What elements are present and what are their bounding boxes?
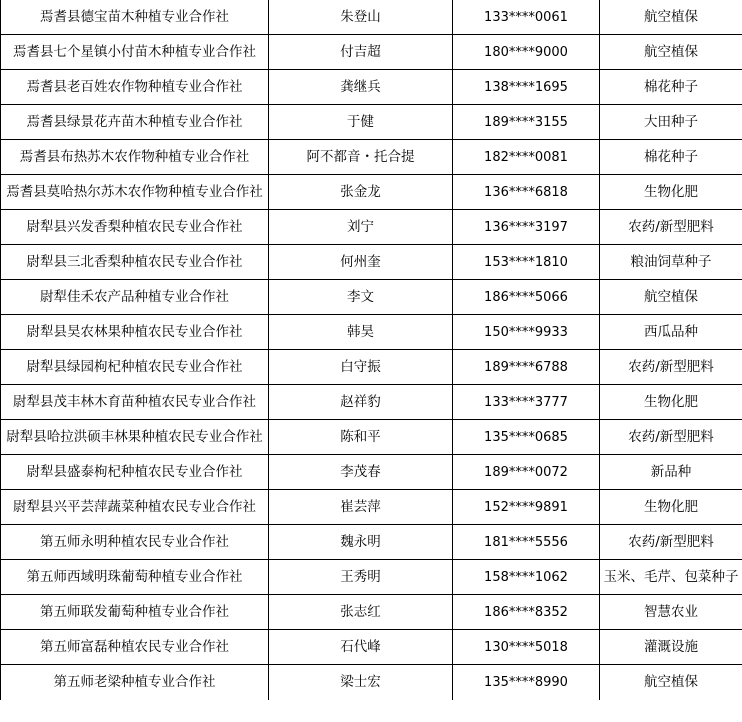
contact-person-cell: 张志红	[269, 595, 453, 630]
cooperative-name-cell: 焉耆县老百姓农作物种植专业合作社	[1, 70, 269, 105]
phone-number-cell: 133****3777	[453, 385, 600, 420]
table-row	[1, 525, 742, 560]
service-item-cell: 航空植保	[600, 665, 742, 700]
contact-person-cell: 陈和平	[269, 420, 453, 455]
contact-person-cell: 赵祥豹	[269, 385, 453, 420]
contact-person-cell: 于健	[269, 105, 453, 140]
service-item-cell: 新品种	[600, 455, 742, 490]
service-item-cell: 大田种子	[600, 105, 742, 140]
phone-number-cell: 158****1062	[453, 560, 600, 595]
cooperative-name-cell: 尉犁县哈拉洪硕丰林果种植农民专业合作社	[1, 420, 269, 455]
cooperative-name-cell: 尉犁县茂丰林木育苗种植农民专业合作社	[1, 385, 269, 420]
cooperative-name-cell: 焉耆县莫哈热尔苏木农作物种植专业合作社	[1, 175, 269, 210]
contact-person-cell: 李茂春	[269, 455, 453, 490]
table-row	[1, 140, 742, 175]
cooperative-name-cell: 尉犁县三北香梨种植农民专业合作社	[1, 245, 269, 280]
phone-number-cell: 180****9000	[453, 35, 600, 70]
phone-number-cell: 189****6788	[453, 350, 600, 385]
service-item-cell: 棉花种子	[600, 70, 742, 105]
table-row	[1, 350, 742, 385]
contact-person-cell: 白守振	[269, 350, 453, 385]
table-row	[1, 245, 742, 280]
cooperative-name-cell: 尉犁县兴平芸萍蔬菜种植农民专业合作社	[1, 490, 269, 525]
table-row	[1, 420, 742, 455]
phone-number-cell: 138****1695	[453, 70, 600, 105]
service-item-cell: 生物化肥	[600, 175, 742, 210]
phone-number-cell: 182****0081	[453, 140, 600, 175]
service-item-cell: 生物化肥	[600, 385, 742, 420]
service-item-cell: 航空植保	[600, 0, 742, 35]
phone-number-cell: 130****5018	[453, 630, 600, 665]
service-item-cell: 航空植保	[600, 280, 742, 315]
phone-number-cell: 186****5066	[453, 280, 600, 315]
contact-person-cell: 龚继兵	[269, 70, 453, 105]
phone-number-cell: 135****0685	[453, 420, 600, 455]
phone-number-cell: 189****0072	[453, 455, 600, 490]
phone-number-cell: 150****9933	[453, 315, 600, 350]
cooperative-name-cell: 第五师永明种植农民专业合作社	[1, 525, 269, 560]
contact-person-cell: 韩昊	[269, 315, 453, 350]
service-item-cell: 农药/新型肥料	[600, 525, 742, 560]
cooperative-name-cell: 焉耆县七个星镇小付苗木种植专业合作社	[1, 35, 269, 70]
cooperative-name-cell: 尉犁县盛泰枸杞种植农民专业合作社	[1, 455, 269, 490]
service-item-cell: 农药/新型肥料	[600, 350, 742, 385]
phone-number-cell: 135****8990	[453, 665, 600, 700]
service-item-cell: 棉花种子	[600, 140, 742, 175]
table-row	[1, 105, 742, 140]
table-row	[1, 385, 742, 420]
service-item-cell: 灌溉设施	[600, 630, 742, 665]
service-item-cell: 粮油饲草种子	[600, 245, 742, 280]
phone-number-cell: 136****6818	[453, 175, 600, 210]
cooperative-name-cell: 第五师联发葡萄种植专业合作社	[1, 595, 269, 630]
phone-number-cell: 133****0061	[453, 0, 600, 35]
table-row	[1, 210, 742, 245]
contact-person-cell: 李文	[269, 280, 453, 315]
cooperative-name-cell: 焉耆县布热苏木农作物种植专业合作社	[1, 140, 269, 175]
phone-number-cell: 136****3197	[453, 210, 600, 245]
cooperative-name-cell: 尉犁县兴发香梨种植农民专业合作社	[1, 210, 269, 245]
phone-number-cell: 152****9891	[453, 490, 600, 525]
table-row	[1, 665, 742, 700]
table-row	[1, 630, 742, 665]
contact-person-cell: 王秀明	[269, 560, 453, 595]
table-row	[1, 315, 742, 350]
cooperative-name-cell: 尉犁佳禾农产品种植专业合作社	[1, 280, 269, 315]
cooperative-name-cell: 焉耆县绿景花卉苗木种植专业合作社	[1, 105, 269, 140]
service-item-cell: 农药/新型肥料	[600, 210, 742, 245]
cooperative-name-cell: 尉犁县绿园枸杞种植农民专业合作社	[1, 350, 269, 385]
contact-person-cell: 梁士宏	[269, 665, 453, 700]
cooperative-name-cell: 第五师富磊种植农民专业合作社	[1, 630, 269, 665]
contact-person-cell: 魏永明	[269, 525, 453, 560]
cooperative-name-cell: 焉耆县德宝苗木种植专业合作社	[1, 0, 269, 35]
table-body	[1, 0, 742, 700]
cooperative-name-cell: 尉犁县昊农林果种植农民专业合作社	[1, 315, 269, 350]
table-row	[1, 70, 742, 105]
phone-number-cell: 189****3155	[453, 105, 600, 140]
service-item-cell: 西瓜品种	[600, 315, 742, 350]
table-row	[1, 35, 742, 70]
table-row	[1, 560, 742, 595]
contact-person-cell: 阿不都音・托合提	[269, 140, 453, 175]
cooperative-name-cell: 第五师西域明珠葡萄种植专业合作社	[1, 560, 269, 595]
service-item-cell: 生物化肥	[600, 490, 742, 525]
table-row	[1, 280, 742, 315]
contact-person-cell: 张金龙	[269, 175, 453, 210]
service-item-cell: 农药/新型肥料	[600, 420, 742, 455]
contact-person-cell: 何州奎	[269, 245, 453, 280]
contact-person-cell: 付吉超	[269, 35, 453, 70]
cooperative-name-cell: 第五师老梁种植专业合作社	[1, 665, 269, 700]
phone-number-cell: 153****1810	[453, 245, 600, 280]
contact-person-cell: 石代峰	[269, 630, 453, 665]
table-row	[1, 490, 742, 525]
table-row	[1, 0, 742, 35]
contact-person-cell: 朱登山	[269, 0, 453, 35]
service-item-cell: 智慧农业	[600, 595, 742, 630]
service-item-cell: 玉米、毛芹、包菜种子	[600, 560, 742, 595]
table-row	[1, 455, 742, 490]
phone-number-cell: 181****5556	[453, 525, 600, 560]
contact-person-cell: 刘宁	[269, 210, 453, 245]
table-row	[1, 595, 742, 630]
service-item-cell: 航空植保	[600, 35, 742, 70]
table-row	[1, 175, 742, 210]
phone-number-cell: 186****8352	[453, 595, 600, 630]
contact-person-cell: 崔芸萍	[269, 490, 453, 525]
